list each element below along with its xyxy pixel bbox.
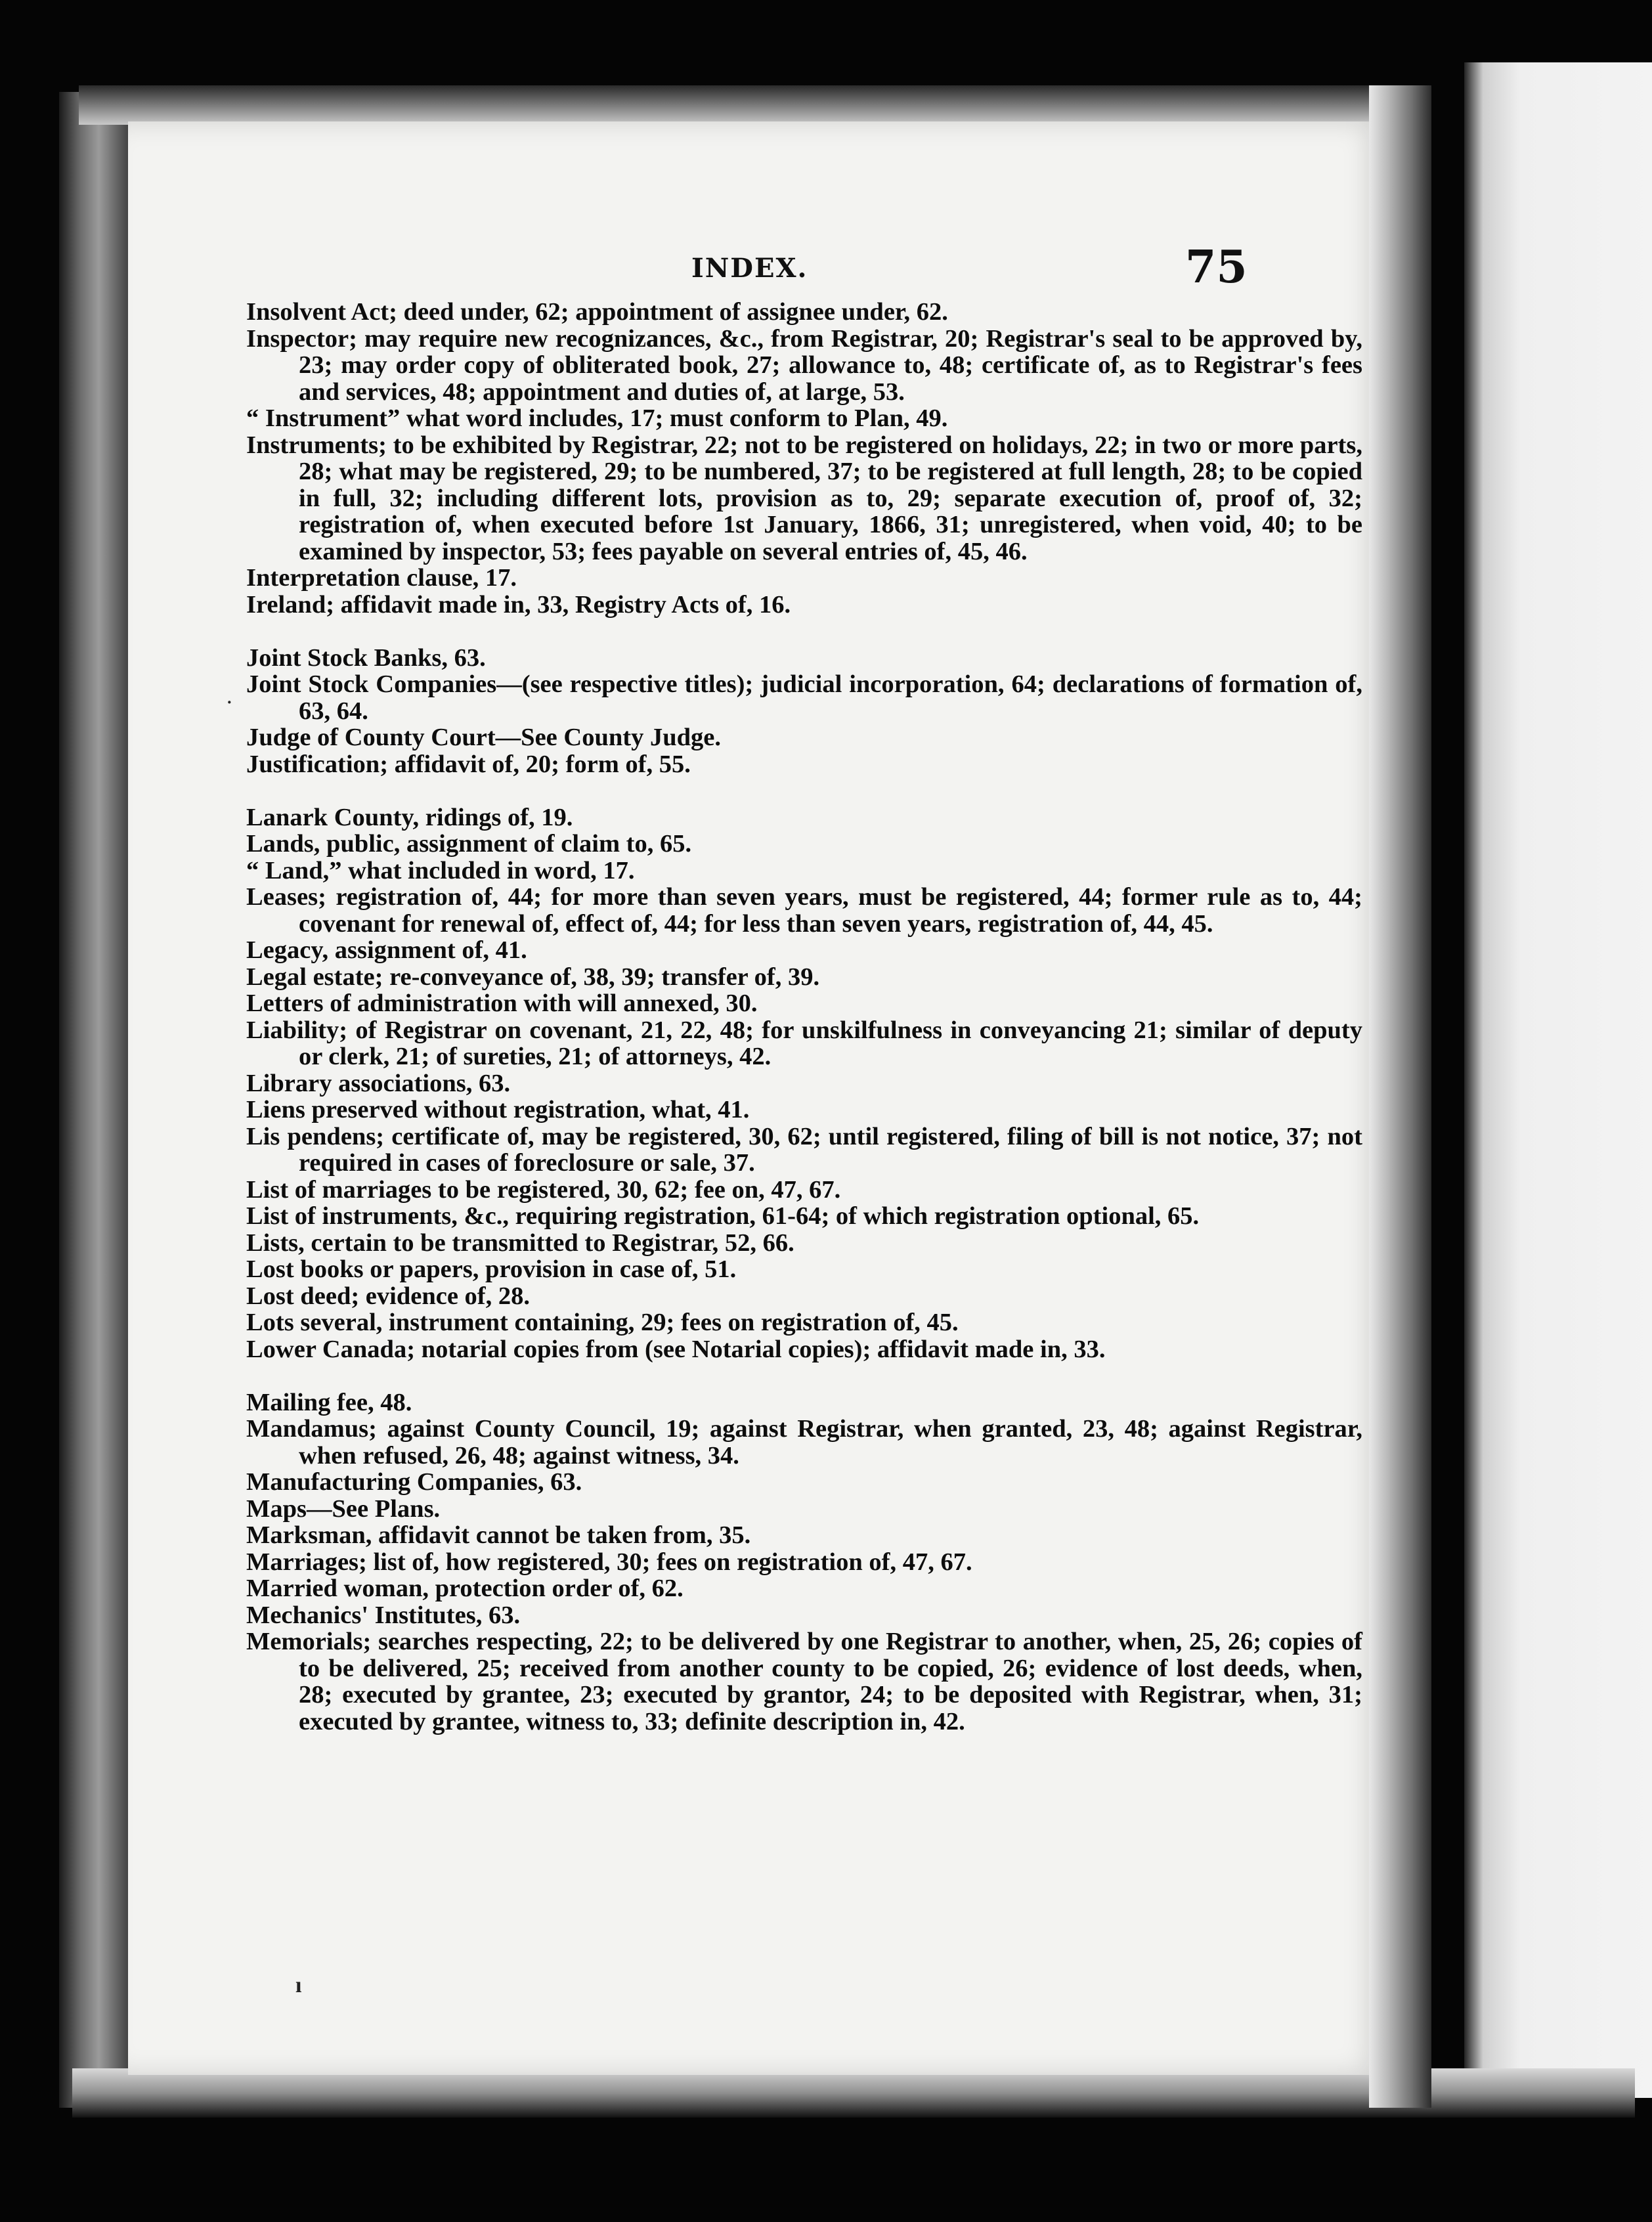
index-entry: Lis pendens; certificate of, may be registered, 30, 62; until registered, filing of bill is not notice, 37; not required in cases of foreclosure or sale, 37. <box>246 1122 1362 1177</box>
index-entry: Lost deed; evidence of, 28. <box>246 1282 530 1310</box>
index-entry: Liability; of Registrar on covenant, 21, 22, 48; for unskilfulness in conveyancing 21; similar of deputy or clerk, 21; of sureties, 21; of attorneys, 42. <box>246 1016 1362 1070</box>
index-entry: Lost books or papers, provision in case of, 51. <box>246 1255 737 1283</box>
index-entry: Library associations, 63. <box>246 1069 511 1097</box>
index-page <box>128 121 1389 2075</box>
index-entry: “ Land,” what included in word, 17. <box>246 856 635 884</box>
index-entry: Liens preserved without registration, what, 41. <box>246 1096 750 1123</box>
index-entry: Mechanics' Institutes, 63. <box>246 1601 521 1629</box>
index-entry: Marksman, affidavit cannot be taken from, 35. <box>246 1521 751 1549</box>
index-entry: Leases; registration of, 44; for more than seven years, must be registered, 44; former rule as to, 44; covenant for renewal of, effect of, 44; for less than seven years, registration of, 44, 45. <box>246 883 1362 938</box>
index-entry: Marriages; list of, how registered, 30; fees on registration of, 47, 67. <box>246 1548 972 1576</box>
index-entry: Mailing fee, 48. <box>246 1388 412 1416</box>
index-entry: Inspector; may require new recognizances, &c., from Registrar, 20; Registrar's seal to be approved by, 23; may order copy of obliterated book, 27; allowance to, 48; certificate of, as to Registrar's fees and services, 48; appointment and duties of, at large, 53. <box>246 324 1362 406</box>
page-header <box>128 241 1389 299</box>
print-speck: ı <box>295 1973 302 1997</box>
section-gap <box>246 777 1362 804</box>
index-entry: List of instruments, &c., requiring registration, 61-64; of which registration optional, 65. <box>246 1202 1200 1230</box>
index-entry: Judge of County Court—See County Judge. <box>246 724 722 751</box>
section-gap <box>246 1362 1362 1389</box>
index-entry: Manufacturing Companies, 63. <box>246 1468 582 1496</box>
index-entry: Mandamus; against County Council, 19; against Registrar, when granted, 23, 48; against Registrar, when refused, 26, 48; against witness, 34. <box>246 1415 1362 1470</box>
index-entry: Lots several, instrument containing, 29; fees on registration of, 45. <box>246 1309 959 1336</box>
index-entry: Lanark County, ridings of, 19. <box>246 803 573 831</box>
index-entry: Joint Stock Companies—(see respective titles); judicial incorporation, 64; declarations of formation of, 63, 64. <box>246 670 1362 725</box>
index-entry: Interpretation clause, 17. <box>246 564 517 592</box>
index-entry: “ Instrument” what word includes, 17; must conform to Plan, 49. <box>246 404 948 432</box>
index-entry: Ireland; affidavit made in, 33, Registry Acts of, 16. <box>246 590 791 619</box>
facing-page-edge <box>1464 62 1652 2098</box>
index-entry: Maps—See Plans. <box>246 1494 441 1523</box>
section-gap <box>246 618 1362 645</box>
index-entry: Letters of administration with will annexed, 30. <box>246 990 758 1017</box>
index-entry: Lists, certain to be transmitted to Registrar, 52, 66. <box>246 1229 794 1257</box>
page-number: 75 <box>1185 241 1248 294</box>
index-entry: Married woman, protection order of, 62. <box>246 1575 684 1602</box>
index-entry: Lands, public, assignment of claim to, 65. <box>246 830 692 858</box>
index-entry: List of marriages to be registered, 30, 62; fee on, 47, 67. <box>246 1175 841 1204</box>
index-entry: Justification; affidavit of, 20; form of, 55. <box>246 750 691 778</box>
index-entry: Memorials; searches respecting, 22; to be delivered by one Registrar to another, when, 25, 26; copies of to be delivered, 25; received from another county to be copied, 26; evidence of lost deeds, when, 28; executed by grantee, 23; executed by grantor, 24; to be deposited with Registrar, when, 31; executed by grantee, witness to, 33; definite description in, 42. <box>246 1628 1362 1735</box>
index-entry: Joint Stock Banks, 63. <box>246 643 486 672</box>
print-speck: · <box>227 693 232 712</box>
page-gutter-shadow <box>1369 85 1431 2108</box>
index-entry: Insolvent Act; deed under, 62; appointment of assignee under, 62. <box>246 298 948 326</box>
running-head: INDEX. <box>691 253 808 284</box>
index-entry: Instruments; to be exhibited by Registrar, 22; not to be registered on holidays, 22; in two or more parts, 28; what may be registered, 29; to be numbered, 37; to be registered at full length, 28; to be copied in full, 32; including different lots, provision as to, 29; separate execution of, proof of, 32; registration of, when executed before 1st January, 1866, 31; unregistered, when void, 40; to be examined by inspector, 53; fees payable on several entries of, 45, 46. <box>246 431 1362 565</box>
index-entry: Legal estate; re-conveyance of, 38, 39; transfer of, 39. <box>246 963 820 991</box>
index-entry: Legacy, assignment of, 41. <box>246 936 527 964</box>
index-entries <box>246 299 1362 1735</box>
index-entry: Lower Canada; notarial copies from (see Notarial copies); affidavit made in, 33. <box>246 1335 1106 1363</box>
book-binding-edge <box>59 92 131 2108</box>
page-top-edge <box>79 85 1392 125</box>
